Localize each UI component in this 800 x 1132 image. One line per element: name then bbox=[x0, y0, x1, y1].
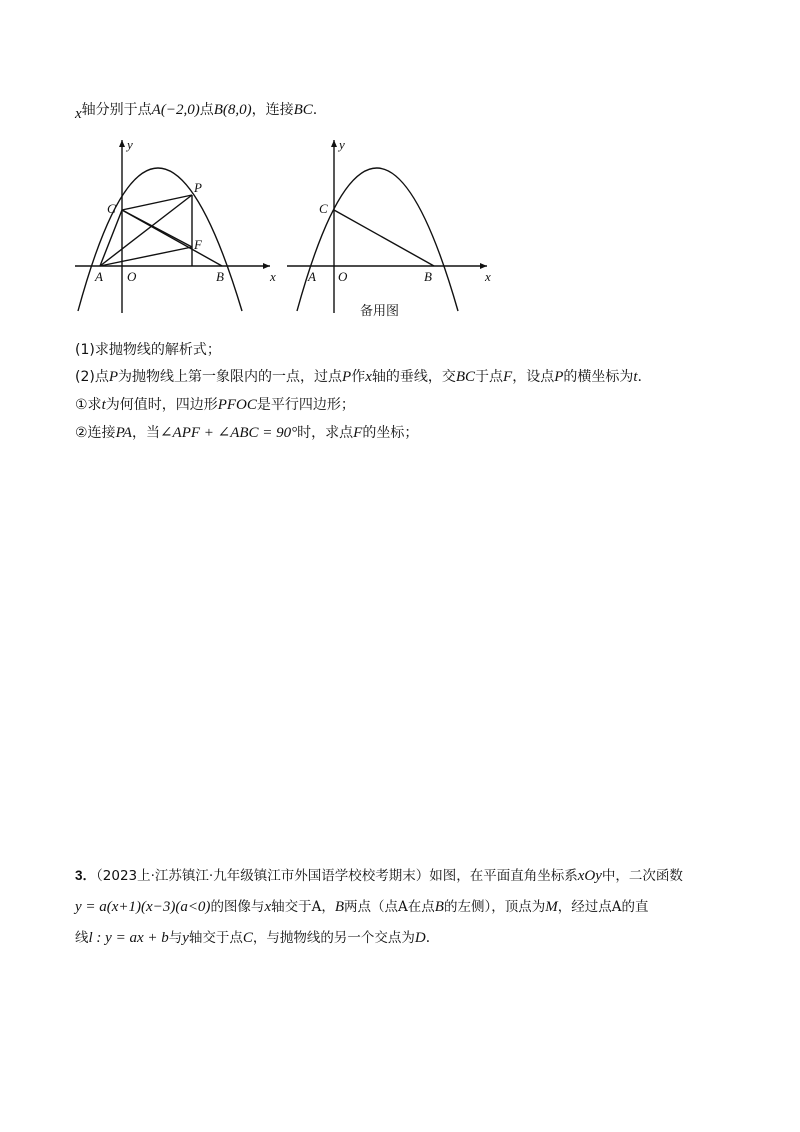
point-a-coord: A(−2,0) bbox=[151, 102, 200, 118]
problem-3-line-2: y = a(x+1)(x−3)(a<0)的图像与x轴交于A，B两点（点A在点B的左侧），顶点为M，经过点A的直 bbox=[75, 899, 649, 915]
question-2: (2)点P为抛物线上第一象限内的一点，过点P作x轴的垂线，交BC于点F，设点P的横坐标为t. bbox=[75, 369, 642, 385]
label-x: x bbox=[270, 269, 276, 284]
question-1: (1)求抛物线的解析式； bbox=[75, 342, 221, 358]
label-x: x bbox=[485, 269, 491, 284]
label-P: P bbox=[194, 180, 202, 195]
parabola-curve bbox=[297, 168, 458, 311]
parabola-figure-backup bbox=[282, 135, 497, 325]
label-y: y bbox=[127, 137, 133, 152]
question-2b: ②连接PA，当∠APF + ∠ABC = 90°时，求点F的坐标； bbox=[75, 425, 419, 441]
parabola-curve bbox=[78, 168, 242, 311]
label-B: B bbox=[216, 269, 224, 284]
quadratic-function: y = a(x+1)(x−3)(a<0) bbox=[75, 899, 211, 915]
angle-equation: ∠APF + ∠ABC = 90° bbox=[159, 425, 298, 441]
segment-CB bbox=[334, 210, 434, 266]
intro-line: x轴分别于点A(−2,0)点B(8,0)，连接BC. bbox=[75, 102, 318, 122]
label-y: y bbox=[339, 137, 345, 152]
line-l-equation: l : y = ax + b bbox=[88, 930, 169, 946]
point-b-coord: B(8,0) bbox=[213, 102, 252, 118]
label-C: C bbox=[319, 201, 328, 216]
problem-3-line-1: 3．（2023上·江苏镇江·九年级镇江市外国语学校校考期末）如图，在平面直角坐标系xOy中，二次函数 bbox=[75, 868, 683, 884]
label-A: A bbox=[308, 269, 316, 284]
parabola-figure-main bbox=[70, 135, 285, 315]
label-F: F bbox=[194, 237, 202, 252]
question-2a: ①求t为何值时，四边形PFOC是平行四边形； bbox=[75, 397, 355, 413]
y-arrow bbox=[331, 140, 337, 147]
x-variable: x bbox=[75, 106, 82, 122]
label-O: O bbox=[338, 269, 348, 284]
label-C: C bbox=[107, 201, 116, 216]
segment-bc: BC bbox=[293, 102, 313, 118]
figure-caption: 备用图 bbox=[360, 304, 400, 319]
problem-source: （2023上·江苏镇江·九年级镇江市外国语学校校考期末） bbox=[96, 868, 430, 884]
problem-number: 3． bbox=[75, 868, 97, 883]
label-B: B bbox=[424, 269, 432, 284]
label-A: A bbox=[95, 269, 103, 284]
label-O: O bbox=[127, 269, 137, 284]
problem-3-line-3: 线l : y = ax + b与y轴交于点C，与抛物线的另一个交点为D. bbox=[75, 930, 431, 946]
x-arrow bbox=[263, 263, 270, 269]
segment-AF bbox=[100, 247, 192, 266]
y-arrow bbox=[119, 140, 125, 147]
